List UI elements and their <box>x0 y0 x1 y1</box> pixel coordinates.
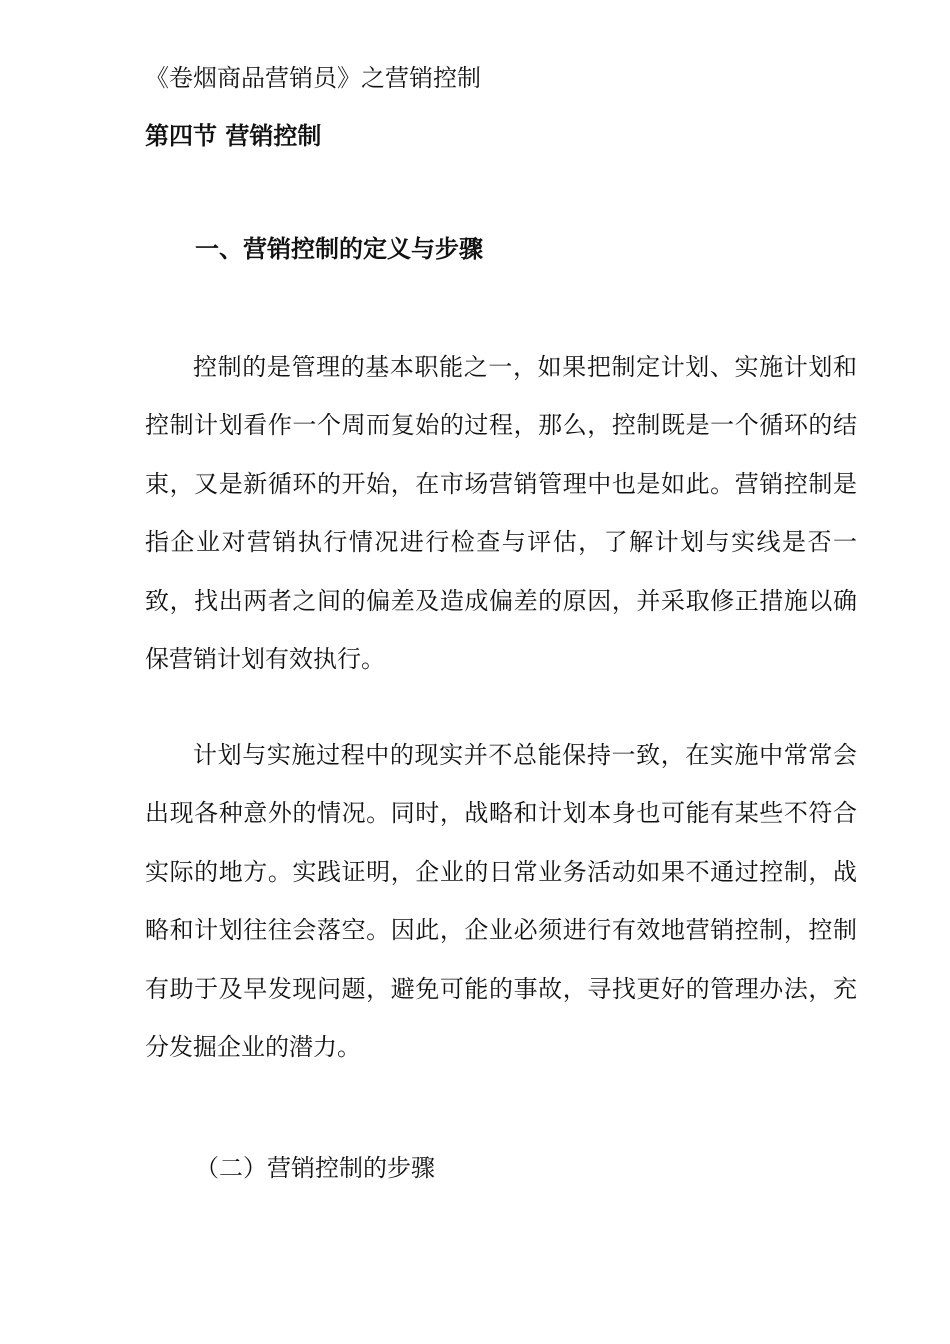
document-title: 《卷烟商品营销员》之营销控制 <box>145 64 481 92</box>
paragraph-1: 控制的是管理的基本职能之一，如果把制定计划、实施计划和控制计划看作一个周而复始的过程，那么，控制既是一个循环的结束，又是新循环的开始，在市场营销管理中也是如此。营销控制是指企业对营销执行情况进行检查与评估，了解计划与实线是否一致，找出两者之间的偏差及造成偏差的原因，并采取修正措施以确保营销计划有效执行。 <box>145 353 857 674</box>
subheading-control-steps: （二）营销控制的步骤 <box>195 1154 435 1182</box>
subheading-definition-and-steps: 一、营销控制的定义与步骤 <box>195 234 483 263</box>
section-heading: 第四节 营销控制 <box>145 121 322 150</box>
paragraph-2: 计划与实施过程中的现实并不总能保持一致，在实施中常常会出现各种意外的情况。同时，战略和计划本身也可能有某些不符合实际的地方。实践证明，企业的日常业务活动如果不通过控制，战略和计划往往会落空。因此，企业必须进行有效地营销控制，控制有助于及早发现问题，避免可能的事故，寻找更好的管理办法，充分发掘企业的潜力。 <box>145 741 857 1062</box>
